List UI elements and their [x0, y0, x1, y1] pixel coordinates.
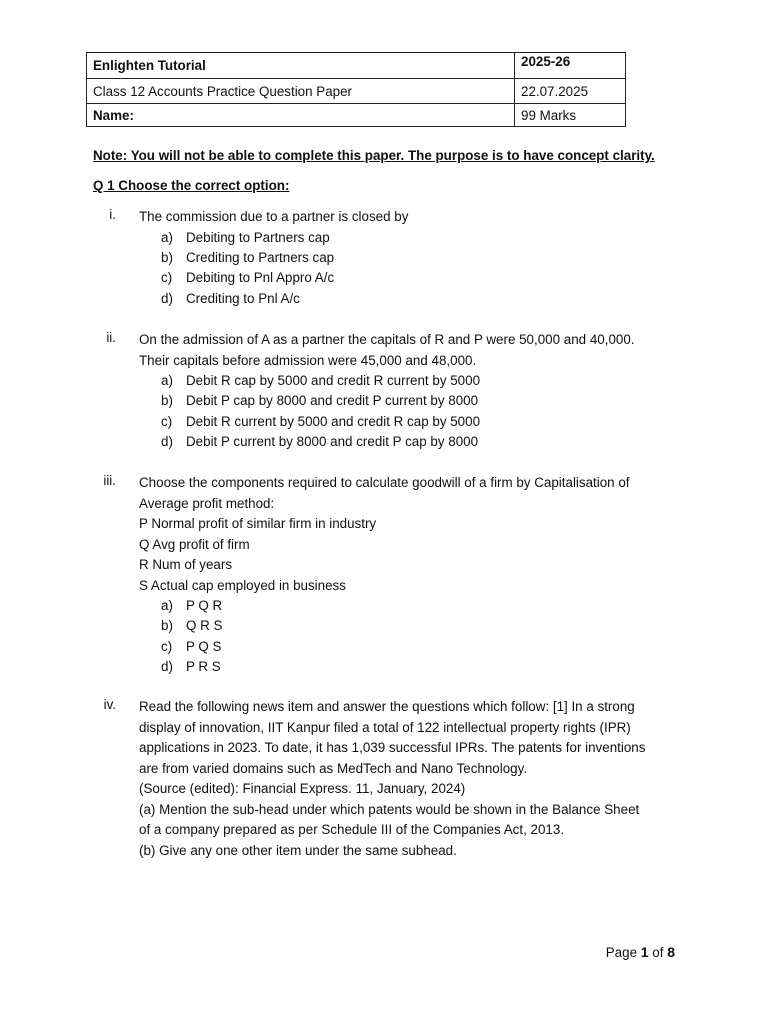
option-text: P Q S [186, 638, 222, 654]
option-text: Debiting to Pnl Appro A/c [186, 270, 335, 286]
institute-name: Enlighten Tutorial [87, 53, 515, 79]
question-text: Choose the components required to calculate goodwill of a firm by Capitalisation of [139, 475, 630, 490]
page-word: Page [605, 945, 638, 960]
option-text: Debit P cap by 8000 and credit P current by 8000 [186, 393, 479, 409]
option-item [139, 616, 684, 636]
question-text: are from varied domains such as MedTech and Nano Technology. [139, 760, 528, 776]
option-text: Debit P current by 8000 and credit P cap by 8000 [186, 434, 479, 450]
of-word: of [652, 945, 664, 960]
option-text: Crediting to Pnl A/c [186, 290, 300, 306]
options-list [139, 371, 684, 453]
question-text: display of innovation, IIT Kanpur filed a total of 122 intellectual property rights (IPR) [139, 719, 631, 735]
option-item [139, 637, 684, 657]
question-number: iv. [103, 697, 116, 712]
option-text: P Q R [186, 598, 223, 613]
question-text: (a) Mention the sub-head under which patents would be shown in the Balance Sheet [139, 801, 640, 817]
question-text: The commission due to a partner is closed by [139, 209, 409, 224]
option-text: Debiting to Partners cap [186, 229, 330, 245]
options-list [139, 596, 684, 678]
question-number: iii. [103, 473, 116, 488]
option-label: c) [161, 270, 173, 286]
question-number: i. [109, 207, 116, 222]
question-text: Q Avg profit of firm [139, 536, 250, 552]
header-table [86, 52, 626, 127]
option-label: a) [161, 373, 173, 388]
option-text: Debit R cap by 5000 and credit R current by 5000 [186, 373, 481, 388]
paper-date: 22.07.2025 [515, 79, 626, 104]
option-item [139, 391, 684, 411]
question-1-heading: Q 1 Choose the correct option: [93, 178, 290, 193]
option-item [139, 596, 684, 616]
question-number: ii. [106, 330, 116, 345]
option-item [139, 371, 684, 391]
question-text: Read the following news item and answer the questions which follow: [1] In a strong [139, 699, 635, 714]
question-text: of a company prepared as per Schedule III of the Companies Act, 2013. [139, 822, 565, 837]
question-text: applications in 2023. To date, it has 1,039 successful IPRs. The patents for inventions [139, 740, 646, 755]
option-label: c) [161, 638, 173, 654]
option-text: P R S [186, 659, 221, 675]
session-year: 2025-26 [515, 53, 626, 79]
option-item [139, 432, 684, 452]
option-item [139, 268, 684, 288]
option-label: a) [161, 229, 173, 245]
total-marks: 99 Marks [515, 104, 626, 127]
option-label: a) [161, 598, 173, 613]
option-label: d) [161, 290, 173, 306]
option-label: b) [161, 618, 173, 634]
page-footer [606, 944, 675, 960]
option-item [139, 657, 684, 677]
options-list [139, 228, 684, 310]
option-label: d) [161, 659, 173, 675]
current-page-number: 1 [640, 944, 649, 960]
question-text: Average profit method: [139, 495, 275, 511]
name-label: Name: [87, 104, 515, 127]
question-text: R Num of years [139, 557, 233, 572]
question-text: S Actual cap employed in business [139, 577, 346, 593]
option-item [139, 248, 684, 268]
option-label: b) [161, 393, 173, 409]
option-text: Q R S [186, 618, 223, 634]
question-text: On the admission of A as a partner the capitals of R and P were 50,000 and 40,000. [139, 332, 635, 347]
option-label: c) [161, 413, 173, 429]
option-text: Debit R current by 5000 and credit R cap by 5000 [186, 413, 481, 429]
option-text: Crediting to Partners cap [186, 249, 335, 265]
question-text: (Source (edited): Financial Express. 11, January, 2024) [139, 781, 466, 796]
option-item [139, 412, 684, 432]
option-item [139, 289, 684, 309]
option-label: b) [161, 249, 173, 265]
note-text: Note: You will not be able to complete this paper. The purpose is to have concept clarity. [93, 148, 655, 163]
total-page-count: 8 [667, 944, 675, 960]
option-label: d) [161, 434, 173, 450]
paper-title: Class 12 Accounts Practice Question Paper [87, 79, 515, 104]
option-item [139, 228, 684, 248]
question-text: (b) Give any one other item under the same subhead. [139, 842, 457, 858]
question-text: P Normal profit of similar firm in industry [139, 516, 377, 531]
question-text: Their capitals before admission were 45,000 and 48,000. [139, 352, 477, 368]
